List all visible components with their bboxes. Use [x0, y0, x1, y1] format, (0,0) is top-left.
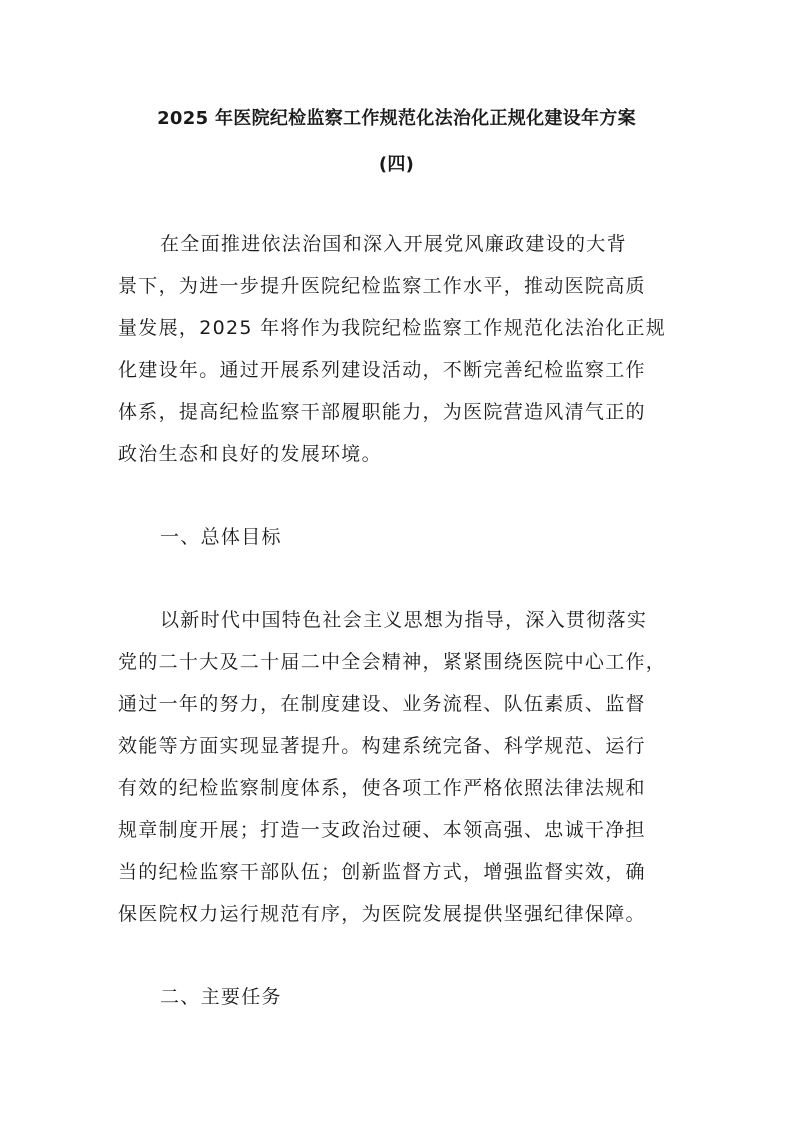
- paragraph-line: 政治生态和良好的发展环境。: [118, 443, 382, 465]
- paragraph-line: 效能等方面实现显著提升。构建系统完备、科学规范、运行: [118, 735, 646, 757]
- section-heading-overall-goal: 一、总体目标: [160, 526, 282, 548]
- paragraph-line: 在全面推进依法治国和深入开展党风廉政建设的大背: [160, 233, 627, 255]
- paragraph-line: 通过一年的努力，在制度建设、业务流程、队伍素质、监督: [118, 693, 646, 715]
- paragraph-line: 保医院权力运行规范有序，为医院发展提供坚强纪律保障。: [118, 903, 646, 925]
- paragraph-line: 规章制度开展；打造一支政治过硬、本领高强、忠诚干净担: [118, 819, 646, 841]
- paragraph-line: 当的纪检监察干部队伍；创新监督方式，增强监督实效，确: [118, 861, 646, 883]
- paragraph-line: 化建设年。通过开展系列建设活动，不断完善纪检监察工作: [118, 359, 646, 381]
- document-title-line-2: (四): [378, 154, 415, 175]
- paragraph-line: 体系，提高纪检监察干部履职能力，为医院营造风清气正的: [118, 401, 646, 423]
- section-heading-main-tasks: 二、主要任务: [160, 986, 282, 1008]
- document-title-line-1: 2025 年医院纪检监察工作规范化法治化正规化建设年方案: [157, 108, 636, 129]
- paragraph-line: 以新时代中国特色社会主义思想为指导，深入贯彻落实: [160, 609, 648, 631]
- paragraph-line: 有效的纪检监察制度体系，使各项工作严格依照法律法规和: [118, 777, 646, 799]
- paragraph-line: 量发展，2025 年将作为我院纪检监察工作规范化法治化正规: [118, 317, 667, 339]
- paragraph-line: 景下，为进一步提升医院纪检监察工作水平，推动医院高质: [118, 275, 646, 297]
- paragraph-line: 党的二十大及二十届二中全会精神，紧紧围绕医院中心工作，: [118, 651, 667, 673]
